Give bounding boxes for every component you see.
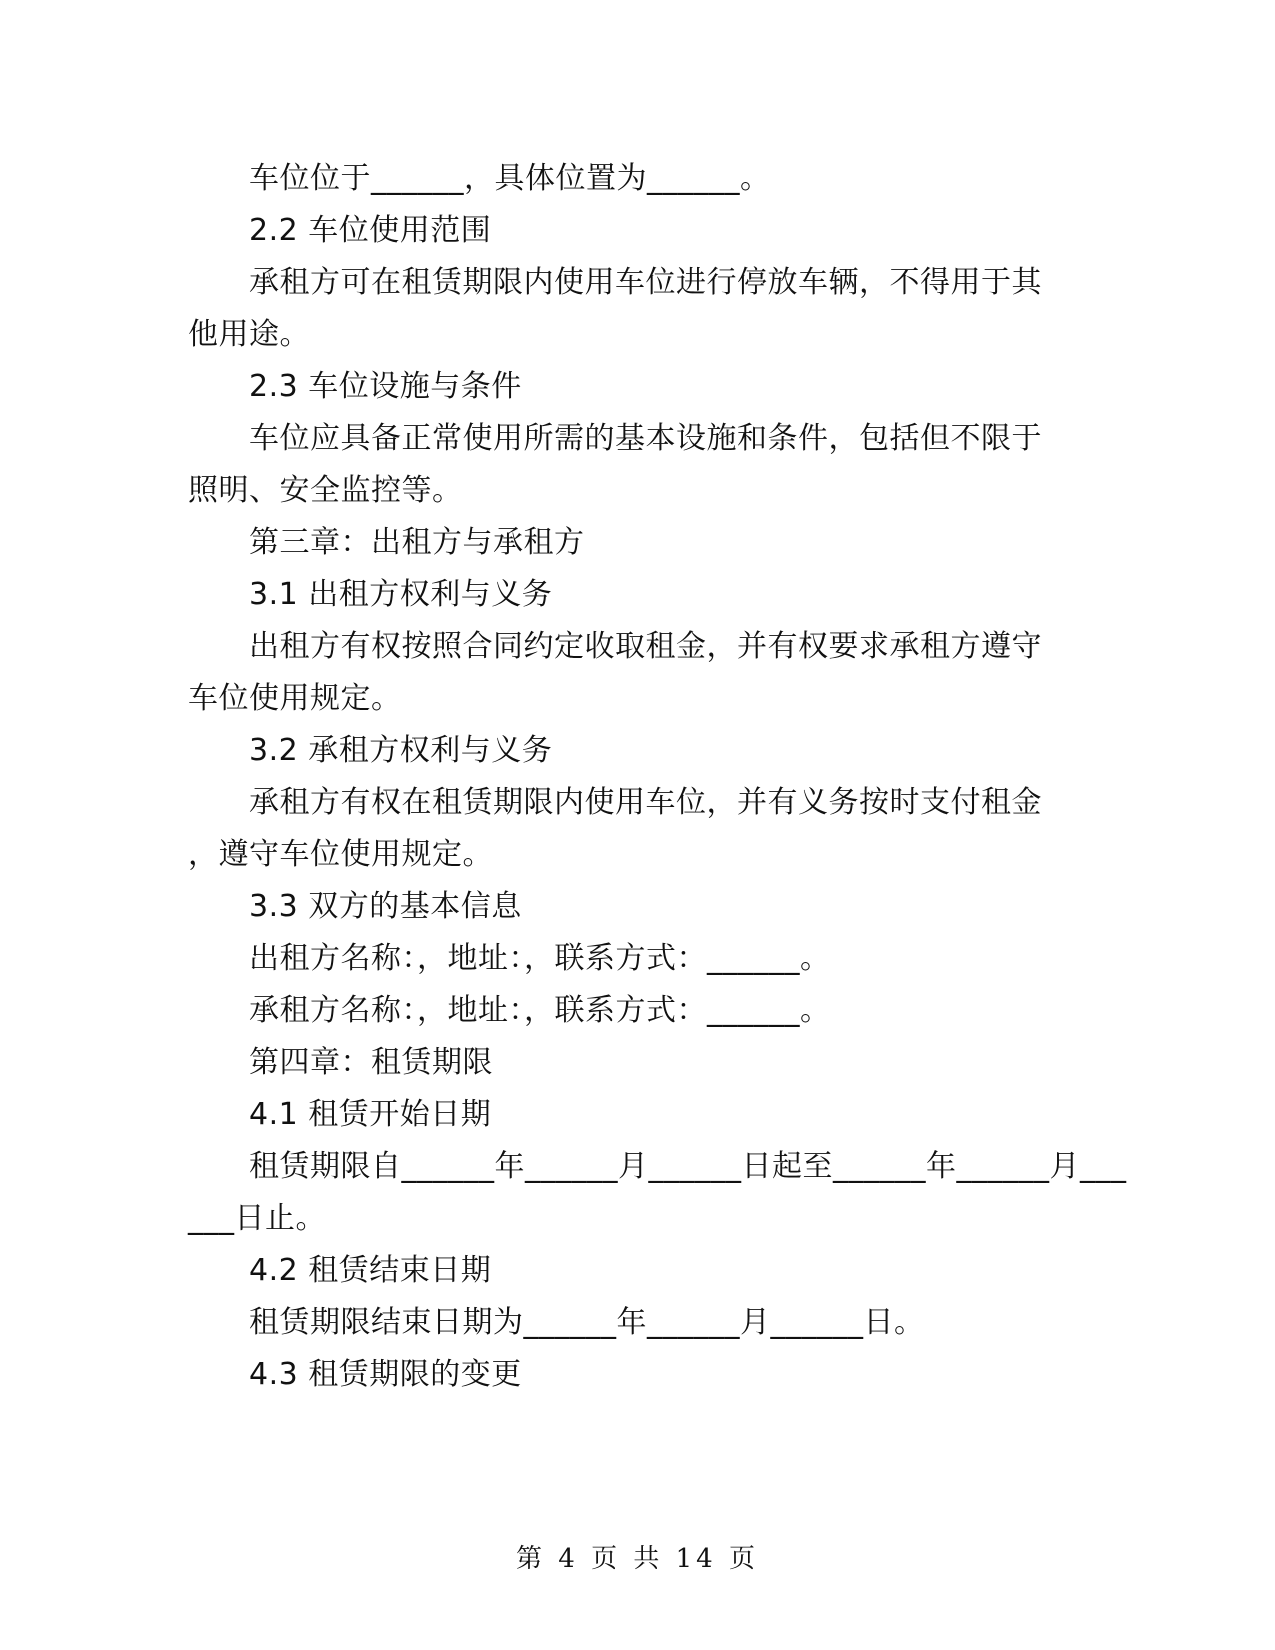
paragraph-line: 承租方名称：，地址：，联系方式：______。 xyxy=(249,993,831,1028)
page-footer: 第 4 页 共 14 页 xyxy=(516,1544,759,1574)
section-heading: 3.1 出租方权利与义务 xyxy=(249,577,553,612)
section-heading: 4.1 租赁开始日期 xyxy=(249,1097,492,1132)
chapter-heading: 第四章：租赁期限 xyxy=(249,1045,493,1080)
section-heading: 2.3 车位设施与条件 xyxy=(249,369,522,404)
section-heading: 4.3 租赁期限的变更 xyxy=(249,1357,522,1392)
paragraph-continuation: ，遵守车位使用规定。 xyxy=(188,837,493,872)
paragraph-line: 出租方有权按照合同约定收取租金，并有权要求承租方遵守 xyxy=(249,629,1042,664)
paragraph-line: 租赁期限自______年______月______日起至______年______月___ xyxy=(249,1149,1127,1184)
paragraph-line: 车位位于______，具体位置为______。 xyxy=(249,161,771,196)
paragraph-line: 出租方名称：，地址：，联系方式：______。 xyxy=(249,941,831,976)
section-heading: 4.2 租赁结束日期 xyxy=(249,1253,492,1288)
paragraph-continuation: 照明、安全监控等。 xyxy=(188,473,463,508)
paragraph-line: 租赁期限结束日期为______年______月______日。 xyxy=(249,1305,925,1340)
section-heading: 2.2 车位使用范围 xyxy=(249,213,492,248)
paragraph-line: 承租方可在租赁期限内使用车位进行停放车辆，不得用于其 xyxy=(249,265,1042,300)
paragraph-line: 承租方有权在租赁期限内使用车位，并有义务按时支付租金 xyxy=(249,785,1042,820)
paragraph-continuation: 车位使用规定。 xyxy=(188,681,402,716)
document-body xyxy=(188,153,1127,1401)
chapter-heading: 第三章：出租方与承租方 xyxy=(249,525,585,560)
section-heading: 3.2 承租方权利与义务 xyxy=(249,733,553,768)
paragraph-line: 车位应具备正常使用所需的基本设施和条件，包括但不限于 xyxy=(249,421,1042,456)
paragraph-continuation: ___日止。 xyxy=(188,1201,326,1236)
paragraph-continuation: 他用途。 xyxy=(188,317,310,352)
section-heading: 3.3 双方的基本信息 xyxy=(249,889,522,924)
